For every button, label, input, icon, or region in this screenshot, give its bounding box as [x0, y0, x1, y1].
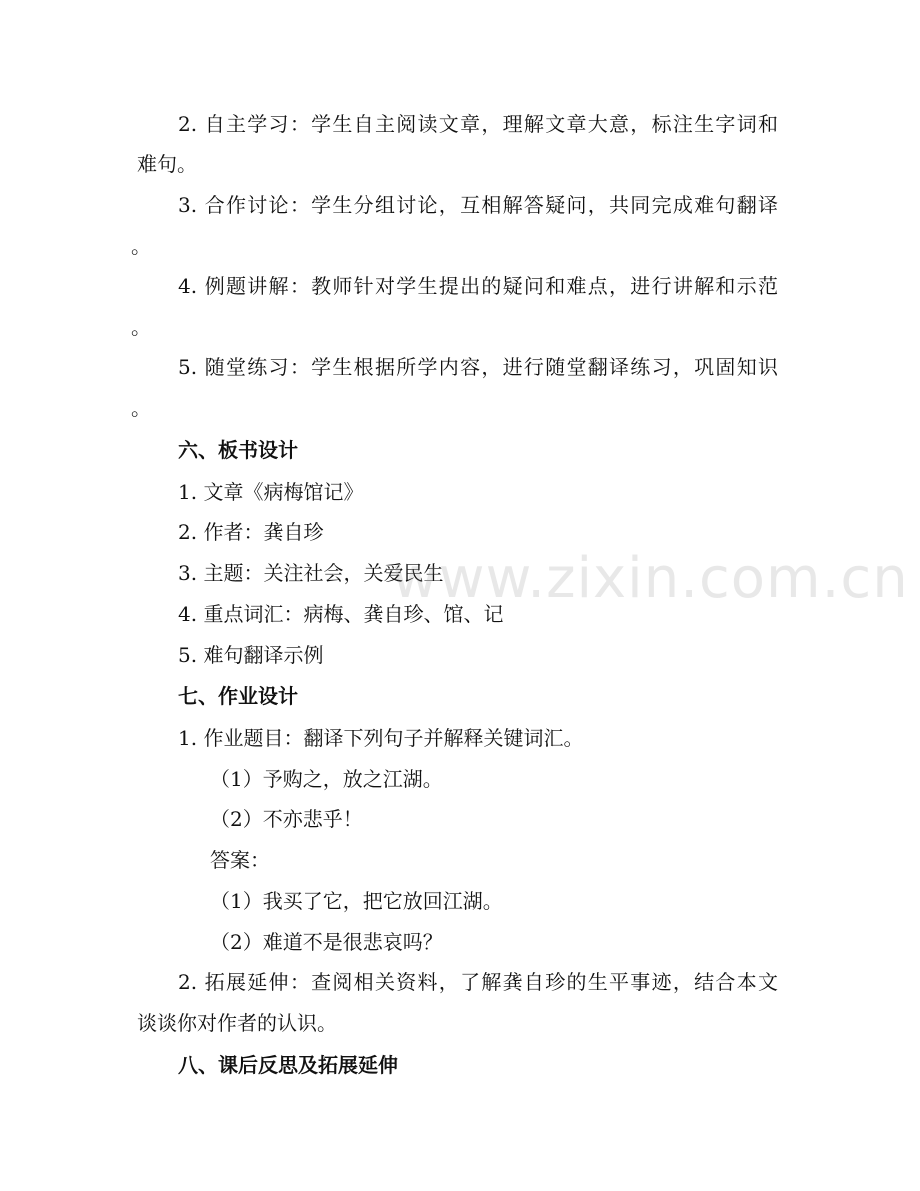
- question-1: （1）予购之，放之江湖。: [210, 767, 443, 791]
- answer-2: （2）难道不是很悲哀吗？: [210, 930, 443, 954]
- section-6-item-4: 4. 重点词汇：病梅、龚自珍、馆、记: [178, 602, 504, 626]
- step-5-line-2: 。: [131, 396, 151, 420]
- question-2: （2）不亦悲乎！: [210, 807, 363, 831]
- section-6-item-1: 1. 文章《病梅馆记》: [178, 480, 364, 504]
- section-6-item-2: 2. 作者：龚自珍: [178, 520, 324, 544]
- section-7-item-1: 1. 作业题目：翻译下列句子并解释关键词汇。: [178, 726, 584, 750]
- step-3-line-2: 。: [131, 234, 151, 258]
- section-6-item-3: 3. 主题：关注社会，关爱民生: [178, 561, 444, 585]
- section-6-title: 六、板书设计: [178, 438, 298, 462]
- step-2-line-2: 难句。: [137, 152, 197, 176]
- step-2-line-1: 2. 自主学习：学生自主阅读文章，理解文章大意，标注生字词和: [178, 112, 778, 136]
- step-4-line-2: 。: [131, 315, 151, 339]
- section-7-item-2-line-2: 谈谈你对作者的认识。: [137, 1011, 337, 1035]
- step-3-line-1: 3. 合作讨论：学生分组讨论，互相解答疑问，共同完成难句翻译: [178, 193, 778, 217]
- section-7-title: 七、作业设计: [178, 684, 298, 708]
- section-7-item-2-line-1: 2. 拓展延伸：查阅相关资料，了解龚自珍的生平事迹，结合本文: [178, 970, 778, 994]
- step-4-line-1: 4. 例题讲解：教师针对学生提出的疑问和难点，进行讲解和示范: [178, 274, 778, 298]
- watermark: www.zixin.com.cn: [392, 546, 909, 611]
- answer-1: （1）我买了它，把它放回江湖。: [210, 889, 503, 913]
- section-8-title: 八、课后反思及拓展延伸: [178, 1053, 398, 1077]
- answer-label: 答案：: [210, 848, 270, 872]
- step-5-line-1: 5. 随堂练习：学生根据所学内容，进行随堂翻译练习，巩固知识: [178, 355, 778, 379]
- section-6-item-5: 5. 难句翻译示例: [178, 643, 324, 667]
